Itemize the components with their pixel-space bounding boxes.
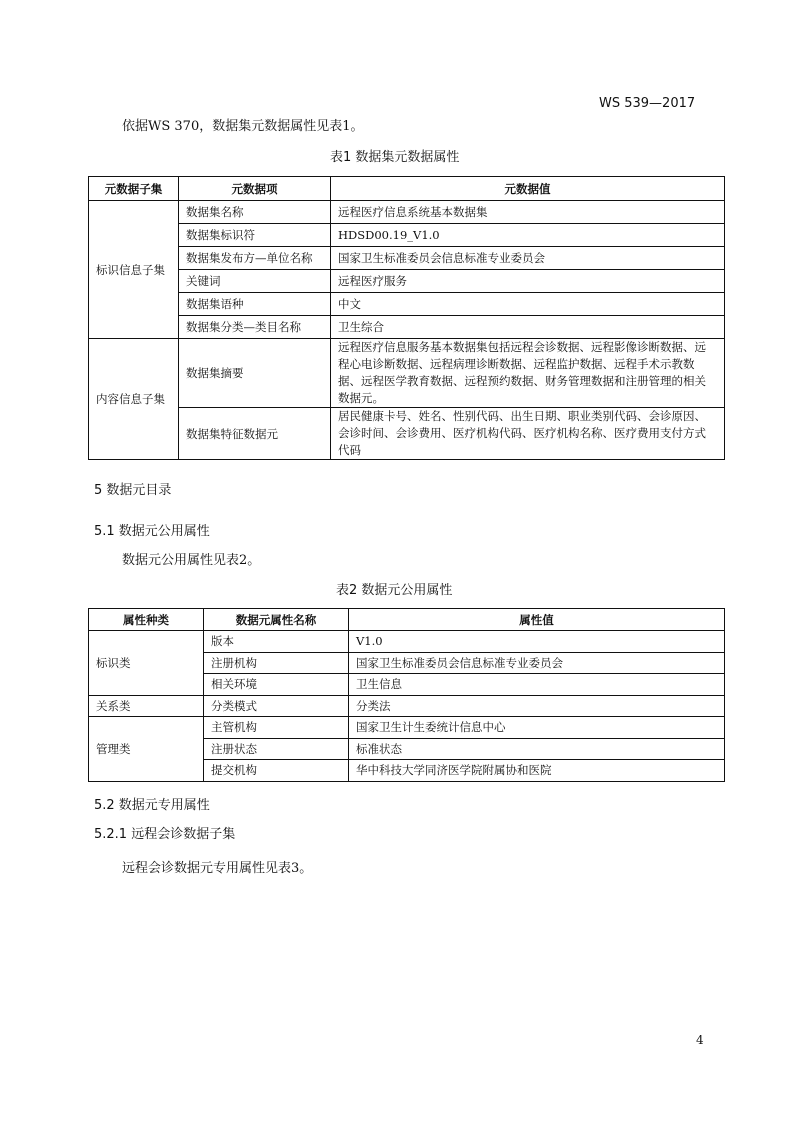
value-cell: 华中科技大学同济医学院附属协和医院 (349, 760, 725, 782)
value-cell: 标准状态 (349, 738, 725, 760)
group-label: 内容信息子集 (89, 339, 179, 460)
standard-number: WS 539—2017 (599, 96, 696, 111)
table-row (89, 247, 725, 270)
value-cell: 中文 (331, 293, 725, 316)
item-cell: 数据集发布方—单位名称 (179, 247, 331, 270)
table-row (89, 631, 725, 653)
section-5-2-heading: 5.2 数据元专用属性 (94, 798, 210, 813)
value-cell: 分类法 (349, 695, 725, 717)
value-cell: 卫生综合 (331, 316, 725, 339)
page-number: 4 (696, 1033, 704, 1047)
item-cell: 数据集摘要 (179, 339, 331, 408)
item-cell: 注册状态 (204, 738, 349, 760)
value-cell: 国家卫生标准委员会信息标准专业委员会 (331, 247, 725, 270)
table1-caption: 表1 数据集元数据属性 (330, 150, 460, 165)
item-cell: 分类模式 (204, 695, 349, 717)
value-cell: 远程医疗服务 (331, 270, 725, 293)
value-cell: V1.0 (349, 631, 725, 653)
item-cell: 主管机构 (204, 717, 349, 739)
item-cell: 数据集特征数据元 (179, 408, 331, 460)
value-cell: 远程医疗信息系统基本数据集 (331, 201, 725, 224)
col-header: 元数据子集 (89, 177, 179, 201)
col-header: 元数据值 (331, 177, 725, 201)
item-cell: 关键词 (179, 270, 331, 293)
col-header: 属性值 (349, 609, 725, 631)
col-header: 属性种类 (89, 609, 204, 631)
value-cell: 远程医疗信息服务基本数据集包括远程会诊数据、远程影像诊断数据、远程心电诊断数据、远程病理诊断数据、远程监护数据、远程手术示教数据、远程医学教育数据、远程预约数据、财务管理数据和注册管理的相关数据元。 (331, 339, 725, 408)
table2-caption: 表2 数据元公用属性 (336, 583, 453, 598)
group-label: 关系类 (89, 695, 204, 717)
table-row (89, 339, 725, 408)
metadata-table (88, 176, 725, 460)
table-row (89, 293, 725, 316)
table-row (89, 270, 725, 293)
table-row (89, 408, 725, 460)
col-header: 数据元属性名称 (204, 609, 349, 631)
table-row (89, 695, 725, 717)
value-cell: 卫生信息 (349, 674, 725, 696)
section-5-1-heading: 5.1 数据元公用属性 (94, 524, 210, 539)
value-cell: 居民健康卡号、姓名、性别代码、出生日期、职业类别代码、会诊原因、会诊时间、会诊费用、医疗机构代码、医疗机构名称、医疗费用支付方式代码 (331, 408, 725, 460)
item-cell: 版本 (204, 631, 349, 653)
group-label: 管理类 (89, 717, 204, 782)
item-cell: 数据集分类—类目名称 (179, 316, 331, 339)
table-row (89, 717, 725, 739)
section-5-2-1-text: 远程会诊数据元专用属性见表3。 (122, 861, 313, 876)
section-5-1-text: 数据元公用属性见表2。 (122, 553, 261, 568)
table-row (89, 201, 725, 224)
item-cell: 注册机构 (204, 652, 349, 674)
table-row (89, 316, 725, 339)
common-attributes-table (88, 608, 725, 782)
section-5-2-1-heading: 5.2.1 远程会诊数据子集 (94, 827, 236, 842)
value-cell: HDSD00.19_V1.0 (331, 224, 725, 247)
col-header: 元数据项 (179, 177, 331, 201)
item-cell: 相关环境 (204, 674, 349, 696)
value-cell: 国家卫生计生委统计信息中心 (349, 717, 725, 739)
table-row (89, 224, 725, 247)
group-label: 标识类 (89, 631, 204, 696)
item-cell: 数据集语种 (179, 293, 331, 316)
item-cell: 提交机构 (204, 760, 349, 782)
value-cell: 国家卫生标准委员会信息标准专业委员会 (349, 652, 725, 674)
item-cell: 数据集名称 (179, 201, 331, 224)
group-label: 标识信息子集 (89, 201, 179, 339)
item-cell: 数据集标识符 (179, 224, 331, 247)
section-5-heading: 5 数据元目录 (94, 483, 172, 498)
intro-text: 依据WS 370，数据集元数据属性见表1。 (122, 119, 364, 134)
